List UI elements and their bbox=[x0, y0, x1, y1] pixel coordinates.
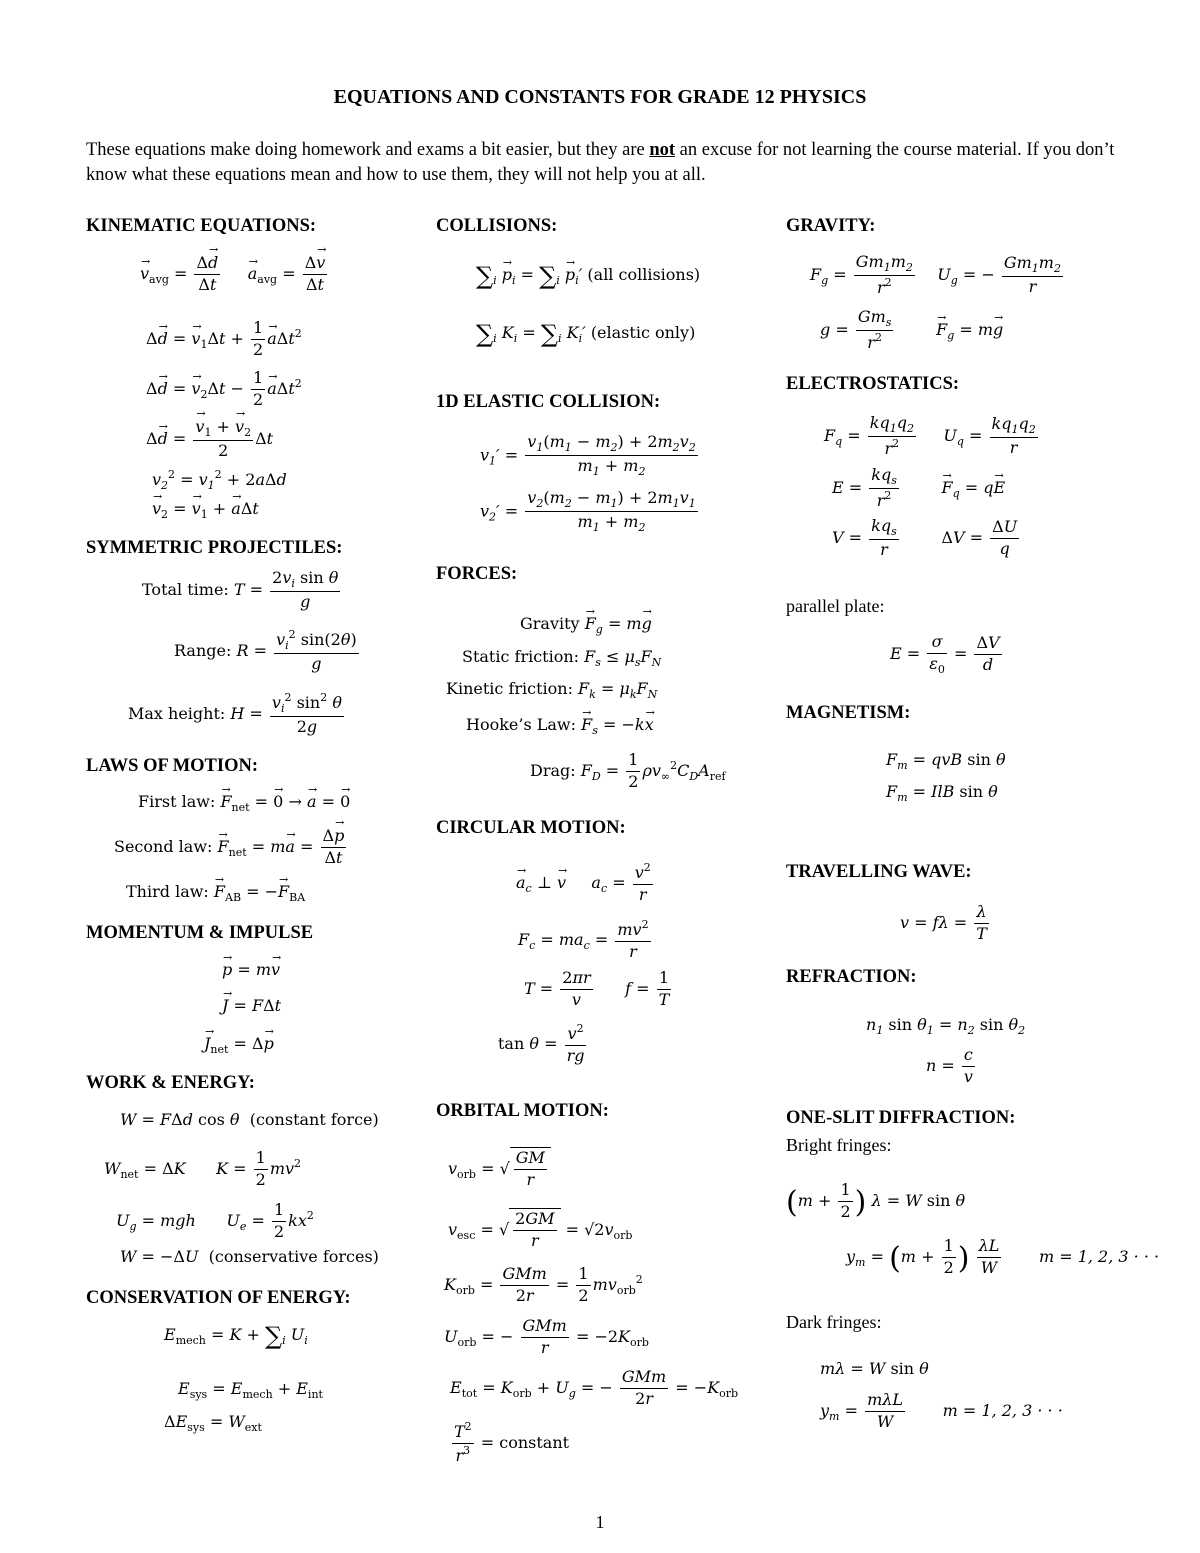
heading-momentum: MOMENTUM & IMPULSE bbox=[86, 923, 314, 943]
label-range: Range: bbox=[174, 641, 232, 661]
label-m-values-dark: m = 1, 2, 3 · · · bbox=[942, 1400, 1063, 1420]
heading-elastic1d: 1D ELASTIC COLLISION: bbox=[436, 392, 661, 412]
label-bright-fringes: Bright fringes: bbox=[786, 1135, 892, 1155]
eq-bright-condition: (m + $\frac{1}{2}$ ) λ = W sin θ bbox=[786, 1180, 966, 1221]
eq-drag: Drag: $F_D$ = $\frac{1}{2}$ $\rho v_\infty^2C_DA_{ref}$ bbox=[530, 750, 726, 791]
eq-work-energy: $W_{net} = \Delta K$ K = $\frac{1}{2}$ $mv^2$ bbox=[104, 1148, 302, 1189]
eq-orbital-total: $E_{tot} = K_{orb} + U_g$ = − $\frac{\text{GMm}}{2r}$ = $-K_{orb}$ bbox=[450, 1367, 739, 1408]
label-constant: constant bbox=[499, 1432, 570, 1452]
eq-v1-prime: $v_1'$ = $\frac{v_1(m_1 - m_2) + 2m_2v_2}{m_1 + m_2}$ bbox=[480, 432, 696, 479]
eq-magnetic-charge: $F_m$ = qvB sin θ bbox=[886, 750, 1006, 772]
eq-dark-position: $y_m$ = $\frac{\text{mλL}}{W}$ m = 1, 2, 3 · · · bbox=[820, 1390, 1063, 1431]
eq-keplers-third: $\frac{T^2}{r^3}$ = constant bbox=[454, 1420, 570, 1465]
eq-orbital-velocity: $v_{orb}$ = √ $\frac{GM}{r}$ bbox=[448, 1147, 551, 1191]
eq-avg-velocity: → $v_{avg}$ = $\frac{\Delta\to d}{\Delta t}$ → $a_{avg}$ = $\frac{\Delta\to v}{\Delta t}$ bbox=[140, 253, 329, 296]
label-drag: Drag: bbox=[530, 760, 576, 780]
eq-kinetic-friction: Kinetic friction: $F_k = \mu_kF_N$ bbox=[446, 679, 658, 701]
eq-displacement-v2: Δ→ d = → $v_2\Delta t$ − $\frac{1}{2}$ → aΔt$^2$ bbox=[146, 368, 302, 411]
eq-centripetal-force: $F_c = ma_c$ = $\frac{mv^2}{r}$ bbox=[518, 918, 649, 961]
heading-conservation: CONSERVATION OF ENERGY: bbox=[86, 1288, 351, 1308]
eq-parallel-plate: E = $\frac{\sigma}{\varepsilon_0}$ = $\frac{\Delta V}{d}$ bbox=[890, 632, 1000, 676]
eq-hookes-law: Hooke’s Law: → $F_s = -k\to x$ bbox=[466, 717, 654, 736]
label-first-law: First law: bbox=[138, 792, 216, 811]
eq-impulse: → J = FΔt bbox=[222, 998, 281, 1014]
eq-v2-prime: $v_2'$ = $\frac{v_2(m_2 - m_1) + 2m_1v_1}{m_1 + m_2}$ bbox=[480, 488, 696, 535]
eq-momentum-conservation: $\sum_i \to p_i = \sum_i \to p_i'$ (all collisions) bbox=[476, 264, 700, 288]
eq-orbital-kinetic: $K_{orb}$ = $\frac{\text{GMm}}{2r}$ = $\frac{1}{2}$ $mv_{orb}^2$ bbox=[444, 1264, 643, 1305]
heading-circular: CIRCULAR MOTION: bbox=[436, 818, 626, 838]
eq-net-impulse: → $J_{net} = \Delta\to p$ bbox=[204, 1036, 274, 1055]
label-total-time: Total time: bbox=[142, 580, 229, 600]
intro-paragraph bbox=[86, 138, 1116, 188]
label-kinetic-friction: Kinetic friction: bbox=[446, 679, 573, 698]
heading-collisions: COLLISIONS: bbox=[436, 216, 558, 236]
heading-work: WORK & ENERGY: bbox=[86, 1073, 255, 1093]
eq-dark-condition: mλ = W sin θ bbox=[820, 1359, 929, 1378]
label-dark-fringes: Dark fringes: bbox=[786, 1312, 882, 1332]
eq-third-law: Third law: → $F_{AB}$ = −→ $F_{BA}$ bbox=[126, 884, 305, 903]
label-elastic-only: (elastic only) bbox=[590, 323, 696, 342]
intro-text-1: These equations make doing homework and exams a bit easier, but they are bbox=[86, 140, 645, 160]
heading-refraction: REFRACTION: bbox=[786, 967, 917, 987]
eq-period-frequency: T = $\frac{2\pi r}{v}$ f = $\frac{1}{T}$ bbox=[524, 968, 670, 1009]
eq-orbital-potential: $U_{orb}$ = − $\frac{\text{GMm}}{r}$ = $-2K_{orb}$ bbox=[444, 1316, 649, 1357]
eq-system-energy: $E_{sys} = E_{mech} + E_{int}$ bbox=[178, 1379, 323, 1401]
label-all-collisions: (all collisions) bbox=[587, 265, 701, 284]
heading-electrostatics: ELECTROSTATICS: bbox=[786, 374, 960, 394]
eq-conservative-work: W = −ΔU (conservative forces) bbox=[120, 1247, 379, 1266]
intro-emphasis: not bbox=[649, 140, 676, 160]
eq-second-law: Second law: → $F_{net} = m\to a$ = $\frac{\Delta\to p}{\Delta t}$ bbox=[114, 826, 348, 869]
eq-potential-energy: $U_g$ = mgh $U_e$ = $\frac{1}{2}$ $kx^2$ bbox=[116, 1200, 314, 1241]
heading-gravity: GRAVITY: bbox=[786, 216, 876, 236]
heading-symmetric: SYMMETRIC PROJECTILES: bbox=[86, 538, 343, 558]
eq-electric-field: E = $\frac{kq_s}{r^2}$ → $F_q = q\to E$ bbox=[832, 465, 1005, 512]
label-static-friction: Static friction: bbox=[462, 647, 580, 666]
eq-gravitation: $F_g$ = $\frac{Gm_1m_2}{r^2}$ $U_g$ = − $\frac{Gm_1m_2}{r}$ bbox=[810, 252, 1061, 298]
label-m-values-bright: m = 1, 2, 3 · · · bbox=[1038, 1246, 1160, 1266]
label-constant-force: (constant force) bbox=[249, 1110, 379, 1129]
eq-v2: → $v_2$ = → $v_1$ + → aΔt bbox=[152, 501, 259, 520]
eq-bright-position: $y_m = (m$ + $\frac{1}{2}$ ) $\frac{\lambda L}{W}$ m = 1, 2, 3 · · · bbox=[846, 1236, 1160, 1277]
heading-laws: LAWS OF MOTION: bbox=[86, 756, 258, 776]
eq-mech-energy: $E_{mech} = K + \sum_i$ $U_i$ bbox=[164, 1322, 308, 1350]
eq-banked-curve: tan θ = $\frac{v^2}{rg}$ bbox=[498, 1022, 585, 1065]
eq-momentum: → p = m→ v bbox=[222, 962, 280, 978]
eq-v-squared: $v_2^2 = v_1^2 + 2a\Delta d$ bbox=[152, 468, 287, 492]
eq-range: Range: R = $\frac{v_i^2 \sin(2\theta)}{g}$ bbox=[174, 628, 357, 674]
eq-kinetic-conservation: $\sum_i$ $K_i = \sum_i$ $K_i'$ (elastic only) bbox=[476, 320, 696, 348]
eq-first-law: First law: → $F_{net}$ = → 0 → → a = → 0 bbox=[138, 794, 350, 813]
label-second-law: Second law: bbox=[114, 836, 213, 856]
page-number: 1 bbox=[595, 1512, 605, 1532]
eq-refractive-index: n = $\frac{c}{v}$ bbox=[926, 1045, 973, 1086]
eq-static-friction: Static friction: $F_s \le \mu_sF_N$ bbox=[462, 647, 662, 669]
label-parallel-plate: parallel plate: bbox=[786, 596, 885, 616]
heading-wave: TRAVELLING WAVE: bbox=[786, 862, 972, 882]
eq-displacement-avg: Δ→ d = → $\frac{v_1 + \to v_2}{2}$ Δt bbox=[146, 417, 273, 462]
eq-displacement-v1: Δ→ d = → $v_1\Delta t$ + $\frac{1}{2}$ → aΔt$^2$ bbox=[146, 318, 302, 361]
label-max-height: Max height: bbox=[128, 704, 226, 724]
heading-diffraction: ONE-SLIT DIFFRACTION: bbox=[786, 1108, 1016, 1128]
eq-field-strength: g = $\frac{Gm_s}{r^2}$ → $F_g = m\to g$ bbox=[820, 307, 1003, 354]
eq-centripetal-accel: → $a_c$ ⊥ → v $a_c$ = $\frac{v^2}{r}$ bbox=[516, 861, 655, 906]
eq-total-time: Total time: T = $\frac{2v_i \sin \theta}{g}$ bbox=[142, 568, 339, 612]
heading-forces: FORCES: bbox=[436, 564, 518, 584]
eq-work: W = FΔd cos θ (constant force) bbox=[120, 1110, 379, 1129]
eq-gravity-force: Gravity → $F_g = m\to g$ bbox=[520, 616, 652, 635]
heading-magnetism: MAGNETISM: bbox=[786, 703, 911, 723]
eq-magnetic-wire: $F_m$ = IlB sin θ bbox=[886, 782, 998, 804]
label-conservative: (conservative forces) bbox=[208, 1247, 379, 1266]
eq-potential: V = $\frac{kq_s}{r}$ ΔV = $\frac{\Delta U}{q}$ bbox=[832, 516, 1018, 560]
eq-coulomb: $F_q$ = $\frac{kq_1q_2}{r^2}$ $U_q$ = $\frac{kq_1q_2}{r}$ bbox=[824, 413, 1036, 459]
eq-energy-change: $\Delta E_{sys} = W_{ext}$ bbox=[164, 1412, 262, 1434]
intro-text-2: an excuse for not learning the course material. If you don’t know what these equations mean and how to use them, they will not help you at all. bbox=[86, 140, 1115, 185]
eq-snells-law: $n_1$ $\sin \theta_1 = n_2$ $\sin \theta_2$ bbox=[866, 1015, 1026, 1037]
label-hookes-law: Hooke’s Law: bbox=[466, 715, 577, 734]
heading-kinematic: KINEMATIC EQUATIONS: bbox=[86, 216, 317, 236]
label-third-law: Third law: bbox=[126, 882, 209, 901]
eq-escape-velocity: $v_{esc}$ = √ $\frac{2GM}{r}$ = $√2v_{orb}$ bbox=[448, 1209, 633, 1250]
eq-max-height: Max height: H = $\frac{v_i^2 \sin^2 \theta}{2g}$ bbox=[128, 691, 342, 737]
page-title: EQUATIONS AND CONSTANTS FOR GRADE 12 PHYSICS bbox=[333, 86, 867, 108]
eq-wave-speed: v = fλ = $\frac{\lambda}{T}$ bbox=[900, 902, 987, 943]
label-gravity: Gravity bbox=[520, 614, 580, 633]
heading-orbital: ORBITAL MOTION: bbox=[436, 1101, 609, 1121]
